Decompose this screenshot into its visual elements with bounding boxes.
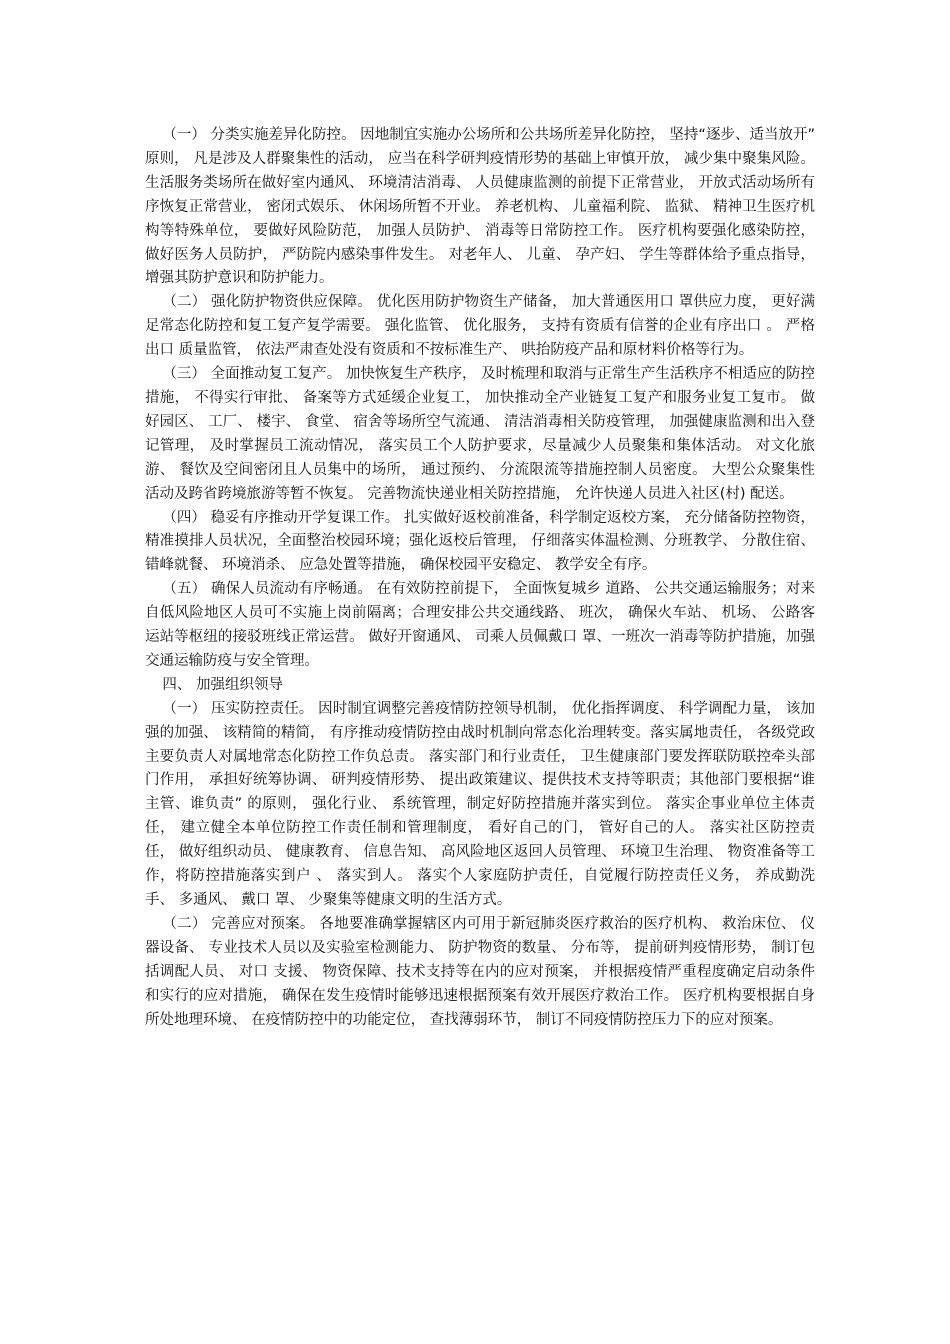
paragraph-resume-work: （三） 全面推动复工复产。 加快恢复生产秩序， 及时梳理和取消与正常生产生活秩序不相适应的防控措施， 不得实行审批、 备案等方式延缓企业复工， 加快推动全产业链复工复产和服务业复工复市。 做好园区、 工厂、 楼宇、 食堂、 宿舍等场所空气流通、 清洁消毒相关防疫管理， 加强健康监测和出入登记管理， 及时掌握员工流动情况， 落实员工个人防护要求，尽量减少人员聚集和集体活动。 对文化旅游、 餐饮及空间密闭且人员集中的场所， 通过预约、 分流限流等措施控制人员密度。 大型公众聚集性活动及跨省跨境旅游等暂不恢复。 完善物流快递业相关防控措施， 允许快递人员进入社区(村) 配送。 (145, 366, 815, 502)
paragraph-protective-supplies: （二） 强化防护物资供应保障。 优化医用防护物资生产储备， 加大普通医用口 罩供应力度， 更好满足常态化防控和复工复产复学需要。 强化监管、 优化服务， 支持有资质有信誉的企业有序出口 。 严格出口 质量监管， 依法严肃查处没有资质和不按标准生产、 哄抬防疫产品和原材料价格等行为。 (145, 294, 815, 359)
paragraph-personnel-flow: （五） 确保人员流动有序畅通。 在有效防控前提下， 全面恢复城乡 道路、 公共交通运输服务；对来自低风险地区人员可不实施上岗前隔离；合理安排公共交通线路、 班次， 确保火车站、 机场、 公路客运站等枢纽的接驳班线正常运营。 做好开窗通风、 司乘人员佩戴口 罩、一班次一消毒等防护措施，加强交通运输防疫与安全管理。 (145, 581, 815, 669)
section-heading: 四、 加强组织领导 (162, 676, 283, 693)
document-page (145, 124, 815, 1032)
paragraph-responsibility: （一） 压实防控责任。 因时制宜调整完善疫情防控领导机制， 优化指挥调度、 科学调配力量， 该加强的加强、 该精简的精简， 有序推动疫情防控由战时机制向常态化治理转变。落实属地责任， 各级党政主要负责人对属地常态化防控工作负总责。 落实部门和行业责任， 卫生健康部门要发挥联防联控牵头部门作用， 承担好统筹协调、 研判疫情形势、 提出政策建议、提供技术支持等职责；其他部门要根据“谁主管、谁负责” 的原则， 强化行业、 系统管理，制定好防控措施并落实到位。 落实企事业单位主体责任， 建立健全本单位防控工作责任制和管理制度， 看好自己的门， 管好自己的人。 落实社区防控责任， 做好组织动员、 健康教育、 信息告知、 高风险地区返回人员管理、 环境卫生治理、 物资准备等工作，将防控措施落实到户 、 落实到人。 落实个人家庭防护责任，自觉履行防控责任义务， 养成勤洗手、 多通风、 戴口 罩、 少聚集等健康文明的生活方式。 (145, 700, 815, 908)
paragraph-differentiated-prevention: （一） 分类实施差异化防控。 因地制宜实施办公场所和公共场所差异化防控， 坚持“逐步、适当放开” 原则， 凡是涉及人群聚集性的活动， 应当在科学研判疫情形势的基础上审慎开放， 减少集中聚集风险。 生活服务类场所在做好室内通风、 环境清洁消毒、 人员健康监测的前提下正常营业， 开放式活动场所有序恢复正常营业， 密闭式娱乐、 休闲场所暂不开业。 养老机构、 儿童福利院、 监狱、 精神卫生医疗机构等特殊单位， 要做好风险防范， 加强人员防护、 消毒等日常防控工作。 医疗机构要强化感染防控， 做好医务人员防护， 严防院内感染事件发生。 对老年人、 儿童、 孕产妇、 学生等群体给予重点指导， 增强其防护意识和防护能力。 (145, 127, 815, 287)
paragraph-school-reopening: （四） 稳妥有序推动开学复课工作。 扎实做好返校前准备，科学制定返校方案， 充分储备防控物资， 精准摸排人员状况，全面整治校园环境；强化返校后管理， 仔细落实体温检测、分班教学、 分散住宿、 错峰就餐、 环境消杀、 应急处置等措施， 确保校园平安稳定、 教学安全有序。 (145, 509, 815, 574)
paragraph-response-plan: （二） 完善应对预案。 各地要准确掌握辖区内可用于新冠肺炎医疗救治的医疗机构、 救治床位、 仪器设备、 专业技术人员以及实验室检测能力、 防护物资的数量、 分布等， 提前研判疫情形势， 制订包括调配人员、 对口 支援、 物资保障、技术支持等在内的应对预案， 并根据疫情严重程度确定启动条件和实行的应对措施， 确保在发生疫情时能够迅速根据预案有效开展医疗救治工作。 医疗机构要根据自身所处地理环境、 在疫情防控中的功能定位， 查找薄弱环节， 制订不同疫情防控压力下的应对预案。 (145, 915, 815, 1028)
